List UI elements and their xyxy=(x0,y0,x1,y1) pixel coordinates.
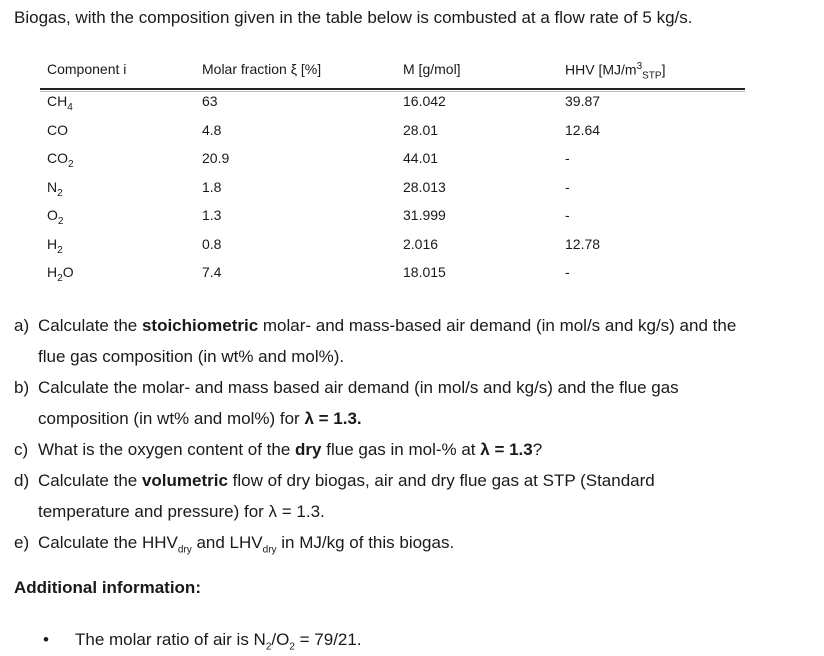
cell-hhv: 12.64 xyxy=(565,121,601,138)
additional-info-title: Additional information: xyxy=(14,578,201,597)
table-row xyxy=(40,232,745,261)
cell-component: $CH_4$ xyxy=(47,93,73,113)
table-row xyxy=(40,118,745,147)
cell-hhv: - xyxy=(565,178,570,195)
header-molar-fraction: Molar fraction ξ [%] xyxy=(202,61,322,77)
cell-molar-fraction: 63 xyxy=(202,93,218,109)
cell-component: CO xyxy=(47,121,68,138)
question-e: e) Calculate the $HHV_{dry}$ and $LHV_{dry}$ in MJ/kg of this biogas. xyxy=(14,533,455,556)
cell-molar-mass: 28.01 xyxy=(403,121,439,138)
header-component: Component i xyxy=(47,61,127,77)
header-hhv: HHV $[MJ/m^3_{STP}]$ xyxy=(565,61,666,82)
cell-molar-fraction: 20.9 xyxy=(202,150,230,166)
cell-hhv: - xyxy=(565,150,570,166)
cell-component: $CO_2$ xyxy=(47,150,74,170)
question-a: a) Calculate the stoichiometric molar- and mass-based air demand (in mol/s and kg/s) and the flue gas composition (in wt% and mol%). xyxy=(14,316,737,366)
cell-hhv: - xyxy=(565,207,570,223)
intro-text: Biogas, with the composition given in the table below is combusted at a flow rate of 5 kg/s. xyxy=(14,8,693,27)
cell-molar-mass: 2.016 xyxy=(403,235,439,252)
table-row xyxy=(40,146,745,175)
composition-table xyxy=(40,58,745,289)
cell-molar-fraction: 7.4 xyxy=(202,264,222,280)
cell-hhv: 12.78 xyxy=(565,235,601,252)
cell-component: $H_2O$ xyxy=(47,264,74,284)
cell-component: $O_2$ xyxy=(47,207,64,227)
cell-component: $H_2$ xyxy=(47,235,63,256)
cell-molar-mass: 28.013 xyxy=(403,178,446,195)
cell-molar-fraction: 0.8 xyxy=(202,235,222,252)
question-b: b) Calculate the molar- and mass based air demand (in mol/s and kg/s) and the flue gas composition (in wt% and mol%) for λ = 1.3. xyxy=(14,378,679,428)
question-c: c) What is the oxygen content of the dry flue gas in mol-% at λ = 1.3? xyxy=(14,440,543,459)
cell-molar-fraction: 1.3 xyxy=(202,207,222,223)
cell-molar-mass: 18.015 xyxy=(403,264,446,280)
cell-molar-fraction: 4.8 xyxy=(202,121,222,138)
cell-hhv: - xyxy=(565,264,570,280)
question-d: d) Calculate the volumetric flow of dry biogas, air and dry flue gas at STP (Standard temperature and pressure) for λ = 1.3. xyxy=(14,471,655,521)
table-header-row xyxy=(40,58,745,89)
table-row xyxy=(40,175,745,204)
cell-molar-mass: 44.01 xyxy=(403,150,439,166)
table-row xyxy=(40,260,745,289)
table-row xyxy=(40,89,745,118)
cell-component: $N_2$ xyxy=(47,178,63,199)
cell-molar-mass: 16.042 xyxy=(403,93,446,109)
cell-molar-mass: 31.999 xyxy=(403,207,446,223)
table-row xyxy=(40,203,745,232)
bullet-dot-icon: • xyxy=(43,630,49,649)
question-list xyxy=(14,310,814,565)
cell-hhv: 39.87 xyxy=(565,93,601,109)
header-molar-mass: M [g/mol] xyxy=(403,61,461,77)
cell-molar-fraction: 1.8 xyxy=(202,178,222,195)
